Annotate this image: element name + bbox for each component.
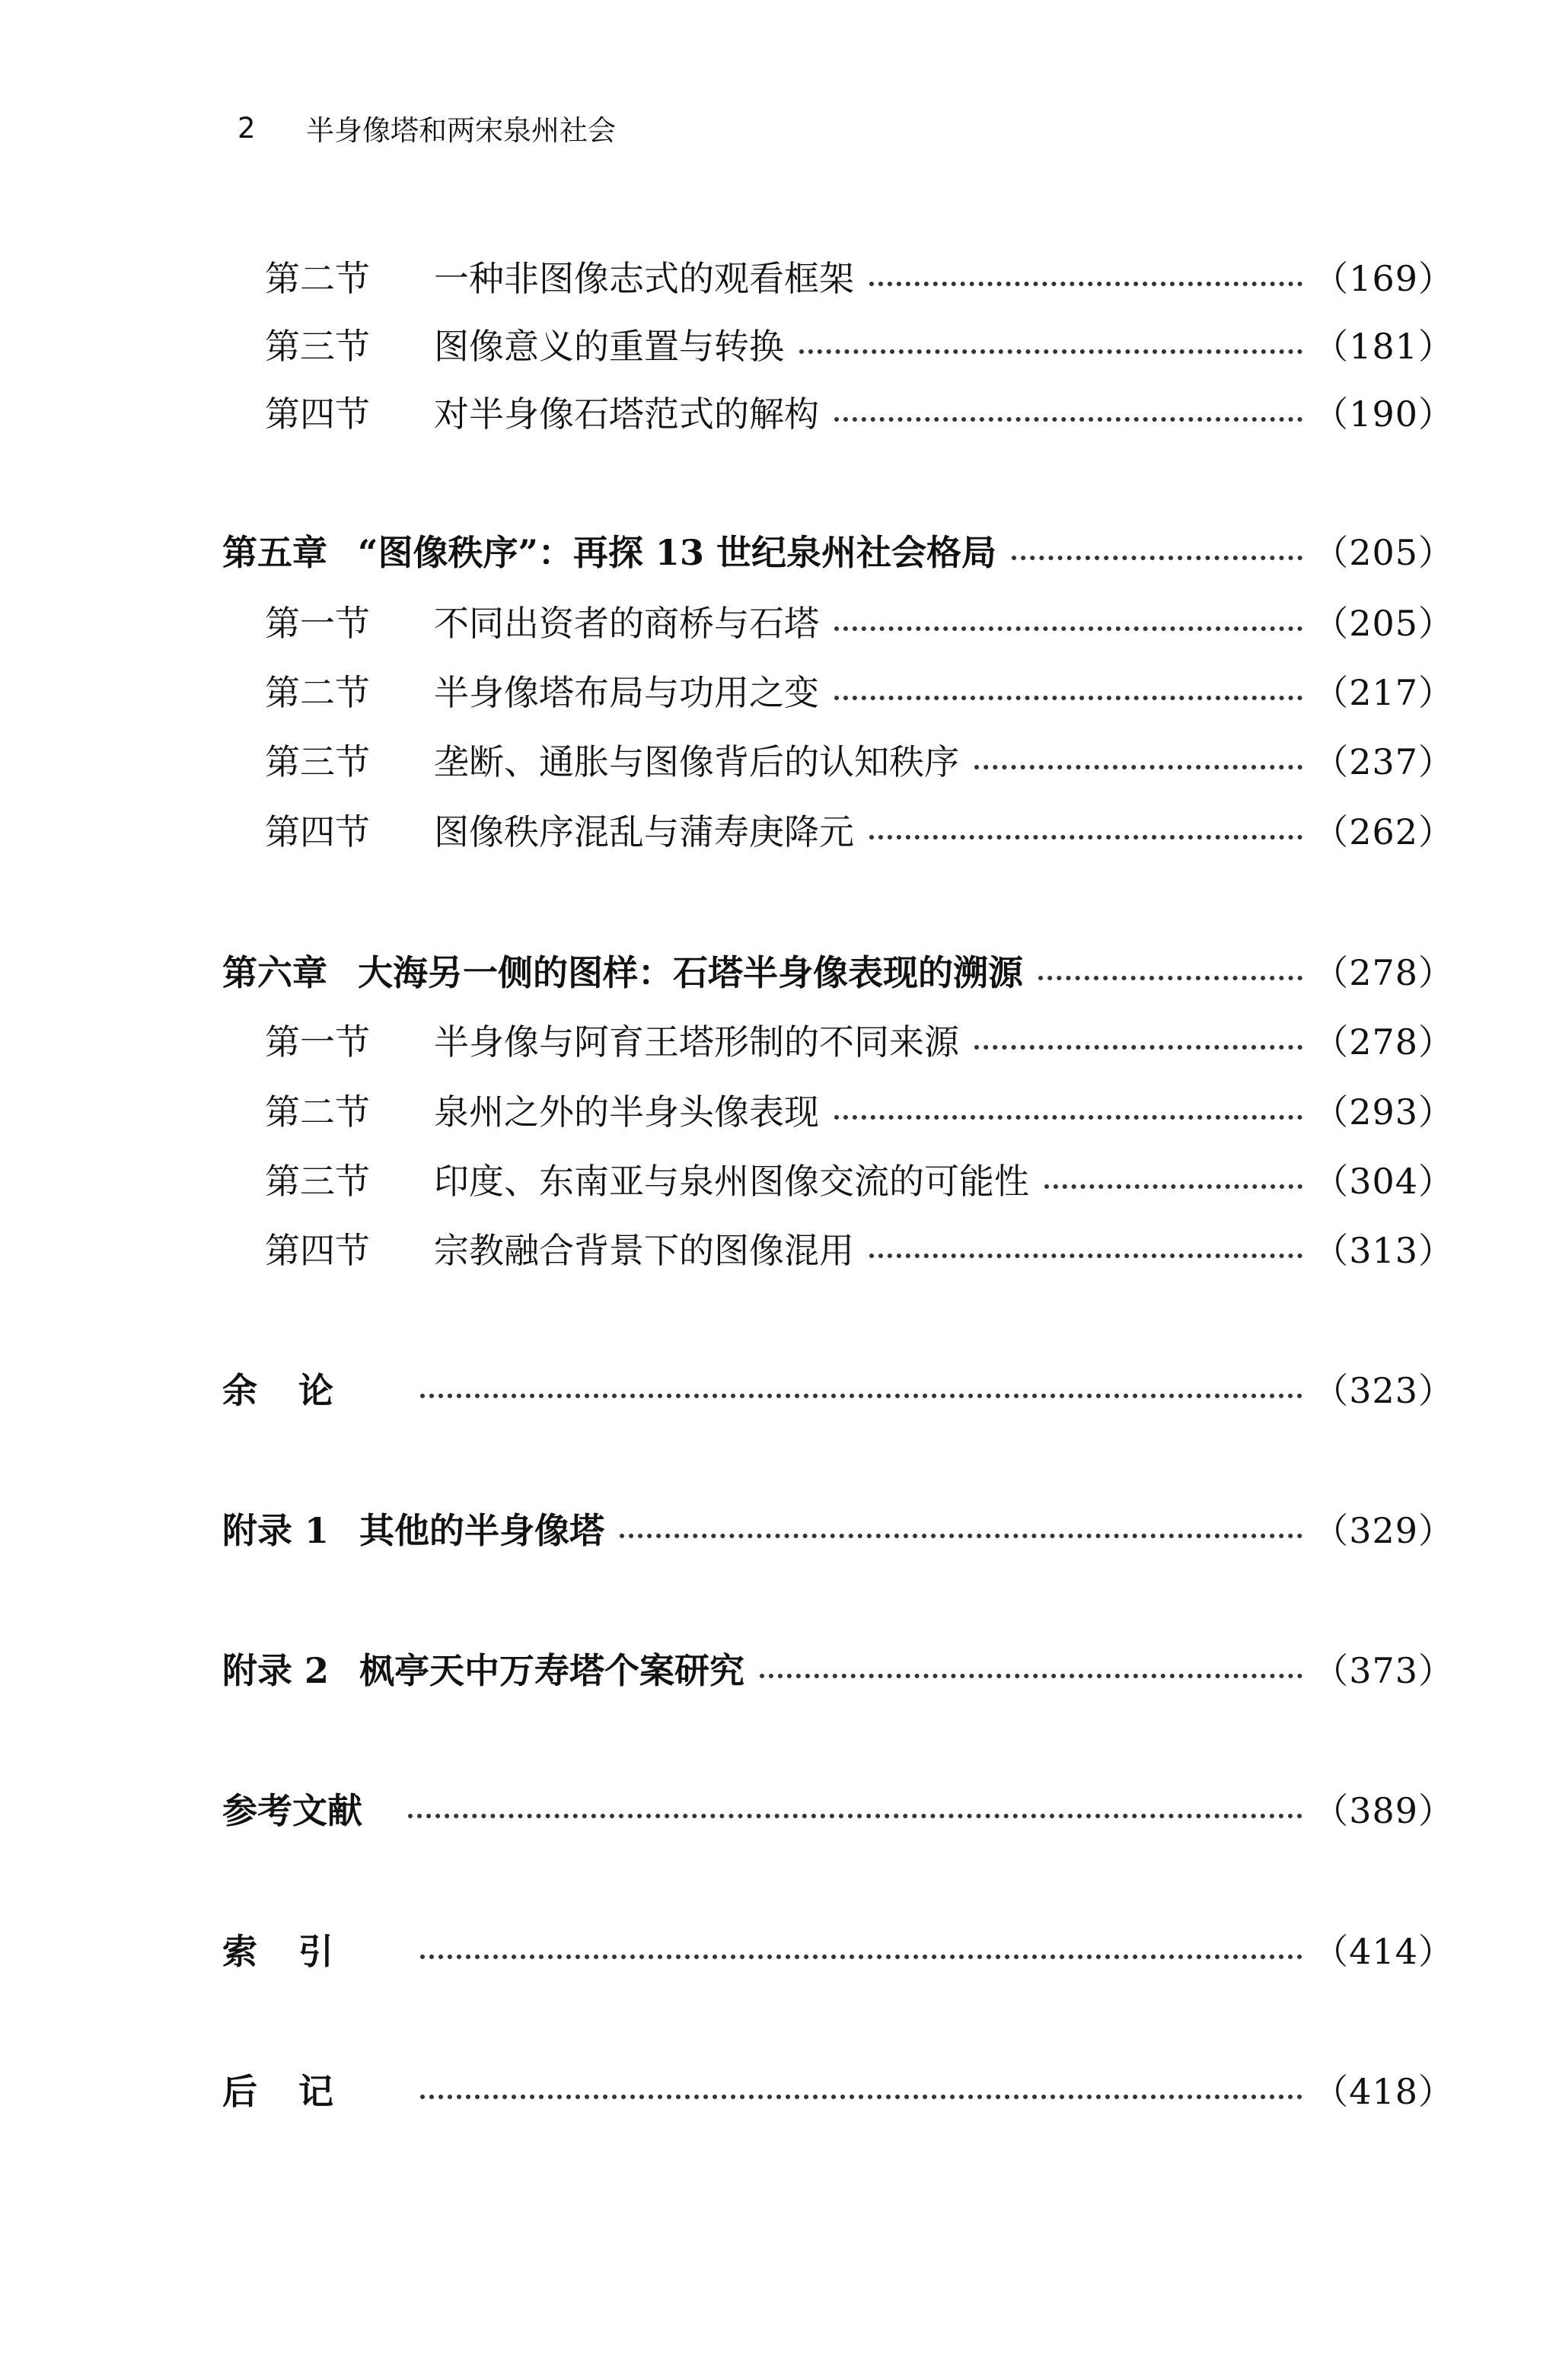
toc-page: （304） [1313,1161,1454,1202]
toc-page: （190） [1313,393,1454,435]
toc-leader-dots [834,673,1302,708]
toc-leader-dots [974,742,1302,777]
toc-label: 参考文献 [222,1790,362,1831]
toc-chapter[interactable] [222,1920,1454,1978]
toc-leader-dots [869,259,1302,294]
toc-leader-dots [408,1791,1302,1826]
toc-leader-dots [760,1651,1302,1686]
toc-entry[interactable] [265,731,1454,789]
toc-label: 后记 [222,2071,375,2112]
toc-entry[interactable] [265,315,1454,373]
toc-leader-dots [869,1231,1302,1266]
toc-leader-dots [420,1932,1302,1967]
toc-title: 图像意义的重置与转换 [434,326,784,367]
toc-leader-dots [420,2072,1302,2107]
toc-title: “图像秩序”：再探 13 世纪泉州社会格局 [358,532,996,573]
toc-label: 第三节 [265,741,370,782]
toc-label: 索引 [222,1931,375,1972]
toc-label: 第一节 [265,1021,370,1063]
toc-label: 第四节 [265,1230,370,1271]
toc-label: 第一节 [265,603,370,644]
toc-chapter[interactable] [222,2060,1454,2118]
toc-label: 余论 [222,1370,375,1411]
toc-page: （418） [1313,2071,1454,2112]
toc-title: 半身像与阿育王塔形制的不同来源 [434,1021,959,1063]
toc-entry[interactable] [265,801,1454,859]
toc-entry[interactable] [265,1219,1454,1277]
toc-title: 对半身像石塔范式的解构 [434,393,819,435]
toc-page: （414） [1313,1931,1454,1972]
toc-chapter[interactable] [222,521,1454,579]
toc-label: 第四节 [265,393,370,435]
toc-page: （389） [1313,1790,1454,1831]
toc-page: （323） [1313,1370,1454,1411]
toc-title: 枫亭天中万寿塔个案研究 [359,1650,745,1691]
toc-page: （278） [1313,952,1454,993]
toc-page: （181） [1313,326,1454,367]
toc-page: （237） [1313,741,1454,782]
toc-page: （169） [1313,258,1454,299]
toc-leader-dots [1038,953,1302,988]
toc-title: 垄断、通胀与图像背后的认知秩序 [434,741,959,782]
toc-label: 附录 2 [222,1650,330,1691]
toc-page: （262） [1313,811,1454,852]
toc-entry[interactable] [265,661,1454,719]
running-header [238,105,616,151]
toc-chapter[interactable] [222,1499,1454,1557]
toc-chapter[interactable] [222,1639,1454,1697]
toc-title: 印度、东南亚与泉州图像交流的可能性 [434,1161,1029,1202]
toc-leader-dots [869,812,1302,847]
toc-entry[interactable] [265,383,1454,441]
toc-entry[interactable] [265,1150,1454,1208]
toc-leader-dots [834,604,1302,639]
toc-label: 第二节 [265,1091,370,1133]
toc-chapter[interactable] [222,1779,1454,1837]
toc-chapter[interactable] [222,941,1454,999]
toc-label: 附录 1 [222,1510,330,1551]
toc-label: 第三节 [265,1161,370,1202]
toc-label: 第四节 [265,811,370,852]
toc-entry[interactable] [265,592,1454,650]
toc-label: 第六章 [222,952,327,993]
toc-page: （205） [1313,603,1454,644]
toc-entry[interactable] [265,1081,1454,1139]
toc-title: 泉州之外的半身头像表现 [434,1091,819,1133]
toc-page: （217） [1313,672,1454,713]
toc-page: （205） [1313,532,1454,573]
toc-title: 图像秩序混乱与蒲寿庚降元 [434,811,854,852]
toc-leader-dots [420,1371,1302,1406]
toc-title: 一种非图像志式的观看框架 [434,258,854,299]
toc-page: （329） [1313,1510,1454,1551]
page-number: 2 [238,111,256,145]
toc-title: 宗教融合背景下的图像混用 [434,1230,854,1271]
toc-label: 第二节 [265,672,370,713]
toc-leader-dots [799,327,1302,362]
toc-page: （313） [1313,1230,1454,1271]
toc-label: 第二节 [265,258,370,299]
toc-chapter[interactable] [222,1359,1454,1417]
toc-page: （278） [1313,1021,1454,1063]
toc-leader-dots [834,394,1302,429]
toc-leader-dots [974,1022,1302,1057]
toc-leader-dots [620,1511,1302,1546]
toc-title: 其他的半身像塔 [359,1510,605,1551]
toc-label: 第五章 [222,532,327,573]
book-title: 半身像塔和两宋泉州社会 [306,114,616,147]
toc-leader-dots [1012,533,1302,568]
toc-label: 第三节 [265,326,370,367]
toc-page: （373） [1313,1650,1454,1691]
toc-title: 大海另一侧的图样：石塔半身像表现的溯源 [358,952,1023,993]
toc-leader-dots [834,1092,1302,1127]
toc-leader-dots [1044,1161,1302,1196]
toc-entry[interactable] [265,247,1454,305]
toc-title: 半身像塔布局与功用之变 [434,672,819,713]
toc-title: 不同出资者的商桥与石塔 [434,603,819,644]
toc-entry[interactable] [265,1011,1454,1069]
toc-page: （293） [1313,1091,1454,1133]
